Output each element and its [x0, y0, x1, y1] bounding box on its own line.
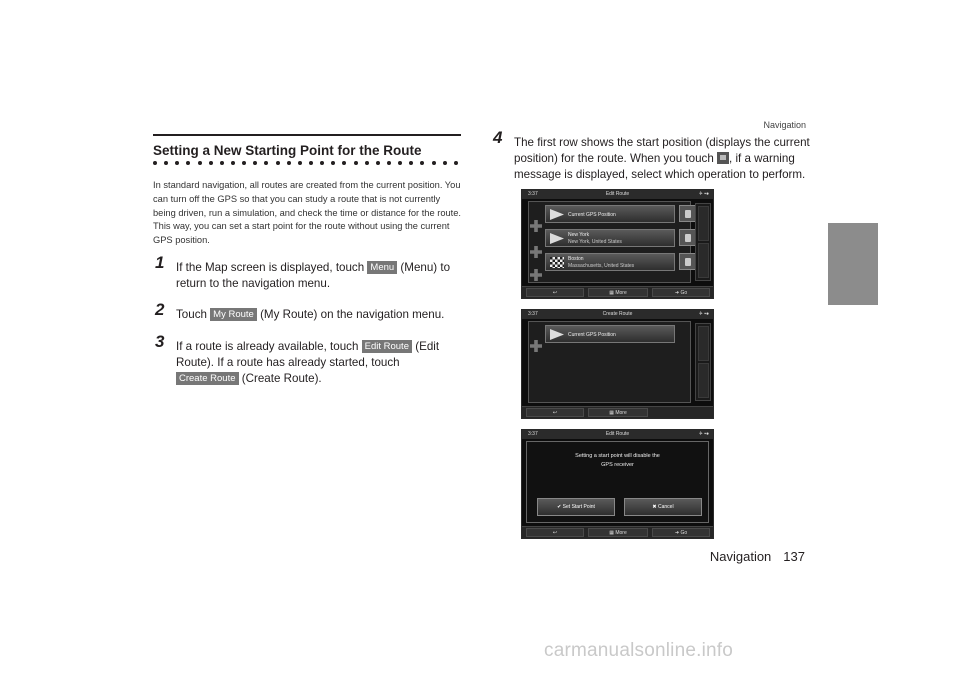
- more-button[interactable]: ▦ More: [588, 528, 648, 537]
- set-start-point-button[interactable]: ✔ Set Start Point: [537, 498, 615, 516]
- step-number: 1: [155, 252, 165, 272]
- scroll-buttons: [695, 323, 711, 401]
- status-bar: 3:37 Edit Route ✈ ▪●: [522, 430, 713, 439]
- scroll-down-button[interactable]: [698, 363, 709, 398]
- start-arrow-icon: [550, 329, 564, 340]
- step-1: 1 If the Map screen is displayed, touch Menu (Menu) to return to the navigation menu.: [155, 252, 451, 290]
- page-footer: [710, 549, 805, 564]
- bottom-bar: [522, 406, 713, 418]
- route-row-waypoint[interactable]: New York New York, United States: [545, 229, 675, 247]
- scroll-down-button[interactable]: [698, 243, 709, 278]
- checkered-flag-icon: [550, 257, 564, 268]
- edit-route-chip: Edit Route: [362, 340, 412, 353]
- intro-paragraph: In standard navigation, all routes are created from the current position. You can turn off the GPS so that you can study a route that is not currently being driven, run a simulation, and check the time or distance for the route. This way, you can set a start point for the route without using the current GPS position.: [153, 180, 462, 246]
- footer-section: Navigation: [709, 549, 772, 564]
- start-arrow-icon: [550, 209, 564, 220]
- cancel-button[interactable]: ✖ Cancel: [624, 498, 702, 516]
- insert-icon[interactable]: [530, 220, 542, 232]
- section-title: Setting a New Starting Point for the Route: [153, 143, 422, 158]
- insert-icon[interactable]: [530, 269, 542, 281]
- bottom-bar: [522, 526, 713, 538]
- route-list: [528, 321, 691, 403]
- back-button[interactable]: ↩: [526, 528, 584, 537]
- flag-button[interactable]: [679, 205, 696, 222]
- delete-button[interactable]: [679, 253, 696, 270]
- more-button[interactable]: ▦ More: [588, 288, 648, 297]
- status-icons: ✈ ▪●: [698, 431, 709, 437]
- section-rule: [153, 134, 461, 136]
- step-number: 2: [155, 299, 165, 319]
- dot-divider: [153, 161, 461, 171]
- scroll-up-button[interactable]: [698, 326, 709, 361]
- insert-icon[interactable]: [530, 246, 542, 258]
- create-route-screen: [521, 309, 714, 419]
- chapter-tab: [828, 223, 878, 305]
- route-row-start[interactable]: Current GPS Position: [545, 205, 675, 223]
- right-column: [491, 128, 811, 183]
- running-header: Navigation: [763, 120, 806, 130]
- back-button[interactable]: ↩: [526, 288, 584, 297]
- route-row-destination[interactable]: Boston Massachusetts, United States: [545, 253, 675, 271]
- back-button[interactable]: ↩: [526, 408, 584, 417]
- step-4: 4 The first row shows the start position (displays the current position) for the route. When you touch , if a warning message is displayed, select which operation to perform.: [493, 128, 810, 181]
- scroll-buttons: [695, 203, 711, 281]
- create-route-chip: Create Route: [176, 372, 239, 385]
- route-list: [528, 201, 691, 283]
- page-number: 137: [783, 549, 805, 564]
- go-button[interactable]: ➜ Go: [652, 528, 710, 537]
- step-number: 4: [493, 128, 503, 147]
- insert-icon[interactable]: [530, 340, 542, 352]
- menu-chip: Menu: [367, 261, 397, 274]
- bottom-bar: [522, 286, 713, 298]
- status-bar: 3:37 Create Route ✈ ▪●: [522, 310, 713, 319]
- status-bar: 3:37 Edit Route ✈ ▪●: [522, 190, 713, 199]
- my-route-chip: My Route: [210, 308, 257, 321]
- warning-message: Setting a start point will disable the GPS receiver: [575, 453, 660, 468]
- route-row-start[interactable]: Current GPS Position: [545, 325, 675, 343]
- start-point-warning-screen: [521, 429, 714, 539]
- left-column: [153, 134, 461, 387]
- step-2: 2 Touch My Route (My Route) on the navigation menu.: [155, 299, 445, 321]
- scroll-up-button[interactable]: [698, 206, 709, 241]
- delete-button[interactable]: [679, 229, 696, 246]
- warning-dialog: [526, 441, 709, 523]
- watermark: carmanualsonline.info: [544, 640, 734, 661]
- step-3: 3 If a route is already available, touch Edit Route (Edit Route). If a route has already started, touch Create Route (Create Route).: [155, 331, 440, 385]
- status-icons: ✈ ▪●: [698, 311, 709, 317]
- waypoint-flag-icon: [550, 233, 564, 244]
- step-number: 3: [155, 331, 165, 351]
- flag-icon: [717, 152, 729, 164]
- edit-route-screen: [521, 189, 714, 299]
- more-button[interactable]: ▦ More: [588, 408, 648, 417]
- go-button[interactable]: ➜ Go: [652, 288, 710, 297]
- status-icons: ✈ ▪●: [698, 191, 709, 197]
